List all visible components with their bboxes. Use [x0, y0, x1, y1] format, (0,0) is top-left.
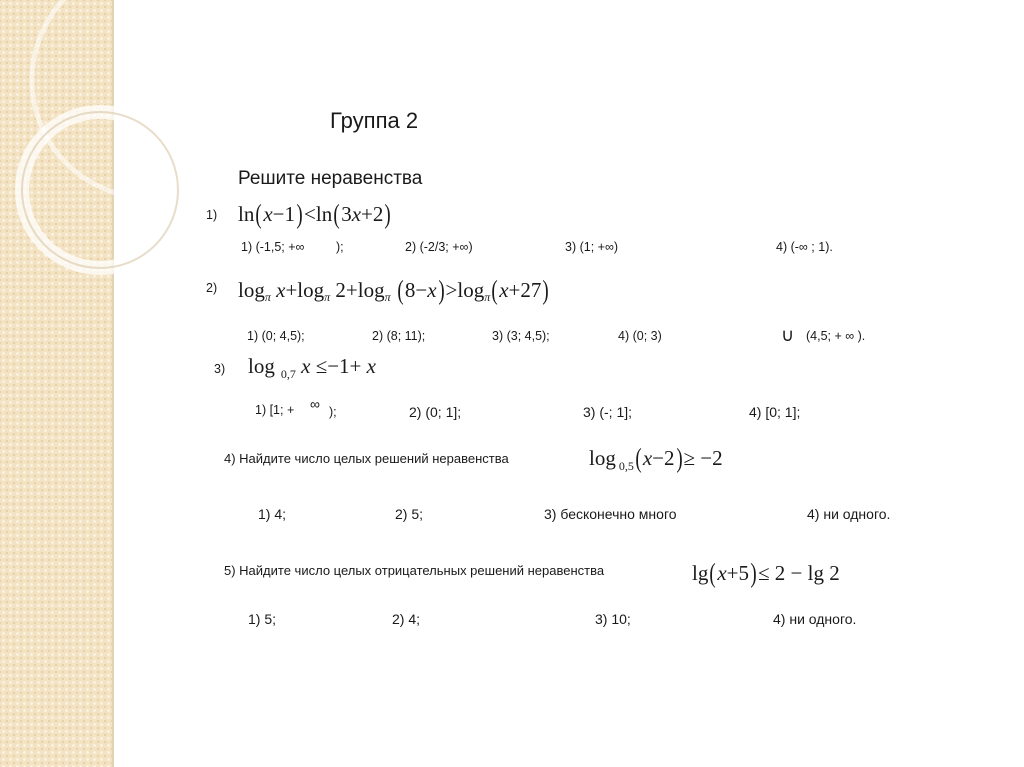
formula-paren: ) [296, 199, 303, 229]
formula-part: ln [315, 201, 333, 226]
formula-part: log [357, 277, 385, 302]
formula-sub: 0,7 [280, 367, 296, 382]
problem-3-formula [248, 354, 376, 382]
problem-4-formula [589, 443, 723, 474]
section-subtitle: Решите неравенства [238, 168, 423, 189]
formula-part: ln [238, 201, 255, 226]
formula-part: lg [692, 560, 709, 585]
formula-paren: ( [709, 558, 716, 588]
problem-5-answer-3: 3) 10; [595, 611, 631, 627]
problem-1-number: 1) [206, 208, 218, 222]
problem-4-answer-4: 4) ни одного. [807, 506, 891, 522]
decorative-circles [0, 0, 260, 330]
problem-1-formula [238, 199, 392, 230]
page-title: Группа 2 [330, 108, 419, 133]
problem-4-answer-2: 2) 5; [395, 506, 424, 522]
formula-var: x [276, 277, 286, 302]
formula-part: 8 [404, 277, 416, 302]
formula-paren: ( [333, 199, 340, 229]
formula-paren: ) [384, 199, 392, 229]
formula-part: log [248, 354, 275, 378]
formula-part: ≤ 2 − lg 2 [758, 560, 840, 585]
formula-part: −1+ [327, 354, 362, 378]
problem-5-answer-1: 1) 5; [248, 611, 277, 627]
problem-3-number: 3) [214, 362, 226, 376]
problem-5-question: 5) Найдите число целых отрицательных решений неравенства [224, 563, 605, 578]
problem-1-answer-1-end: ); [336, 240, 344, 254]
formula-part: − [415, 277, 428, 302]
formula-paren: ( [255, 199, 262, 229]
formula-var: x [427, 277, 437, 302]
problem-2-answer-3: 3) (3; 4,5); [492, 329, 550, 343]
problem-2-number: 2) [206, 281, 218, 295]
formula-sub: π [324, 290, 331, 305]
formula-sub: 0,5 [618, 459, 634, 474]
formula-var: x [366, 354, 376, 378]
formula-paren: ) [750, 558, 757, 588]
problem-2-answer-1: 1) (0; 4,5); [247, 329, 305, 343]
formula-part: log [589, 445, 616, 470]
problem-4-answer-3: 3) бесконечно много [544, 506, 677, 522]
problem-3-answer-1: 1) [1; + [255, 403, 295, 417]
formula-part: log [238, 277, 265, 302]
problem-4-answer-1: 1) 4; [258, 506, 287, 522]
problem-4-question: 4) Найдите число целых решений неравенства [224, 451, 509, 466]
problem-1-answer-2: 2) (-2/3; +∞) [405, 240, 473, 254]
formula-paren: ( [397, 275, 404, 305]
formula-paren: ( [491, 275, 498, 305]
problem-1-answer-4: 4) (-∞ ; 1). [776, 240, 833, 254]
problem-3-answer-3: 3) (-; 1]; [583, 404, 633, 420]
formula-part: 3 [341, 201, 352, 226]
formula-part: +5 [726, 560, 750, 585]
problem-2-answer-4: 4) (0; 3) [618, 329, 662, 343]
formula-var: x [301, 354, 311, 378]
problem-1-answer-3: 3) (1; +∞) [565, 240, 619, 254]
formula-paren: ) [542, 275, 550, 305]
formula-part: ≤ [315, 354, 328, 378]
problem-3-answer-1-end: ); [329, 405, 337, 419]
formula-var: x [499, 277, 509, 302]
formula-part: +2 [361, 201, 384, 226]
formula-var: x [717, 560, 727, 585]
union-symbol: ∪ [781, 325, 795, 345]
formula-part: −1 [272, 201, 296, 226]
formula-paren: ( [635, 443, 642, 473]
formula-var: x [263, 201, 273, 226]
problem-1-answer-1: 1) (-1,5; +∞ [241, 240, 305, 254]
problem-2-answer-2: 2) (8; 11); [372, 329, 426, 343]
formula-paren: ) [437, 275, 445, 305]
formula-paren: ) [675, 443, 683, 473]
problem-2-formula [238, 275, 550, 306]
formula-var: x [351, 201, 362, 226]
formula-sub: π [264, 290, 271, 305]
formula-part: log [457, 277, 485, 302]
formula-sub: π [484, 290, 491, 305]
formula-sub: π [384, 290, 391, 305]
formula-part: + [508, 277, 521, 302]
formula-part: + [285, 277, 298, 302]
formula-part: −2 [652, 445, 675, 470]
problem-5-answer-2: 2) 4; [392, 611, 421, 627]
problem-5-formula [692, 558, 840, 589]
problem-5-answer-4: 4) ни одного. [773, 611, 857, 627]
formula-part: + [345, 277, 358, 302]
problem-3-answer-2: 2) (0; 1]; [409, 404, 462, 420]
formula-var: x [642, 445, 653, 470]
formula-part: log [297, 277, 325, 302]
formula-part: > [445, 277, 458, 302]
formula-part: 2 [335, 277, 346, 302]
formula-part: < [304, 201, 316, 226]
problem-3-answer-4: 4) [0; 1]; [749, 404, 801, 420]
formula-part: ≥ −2 [683, 445, 723, 470]
infinity-symbol: ∞ [310, 396, 320, 412]
formula-part: 27 [520, 277, 542, 302]
problem-2-answer-4-union: (4,5; + ∞ ). [806, 329, 866, 343]
